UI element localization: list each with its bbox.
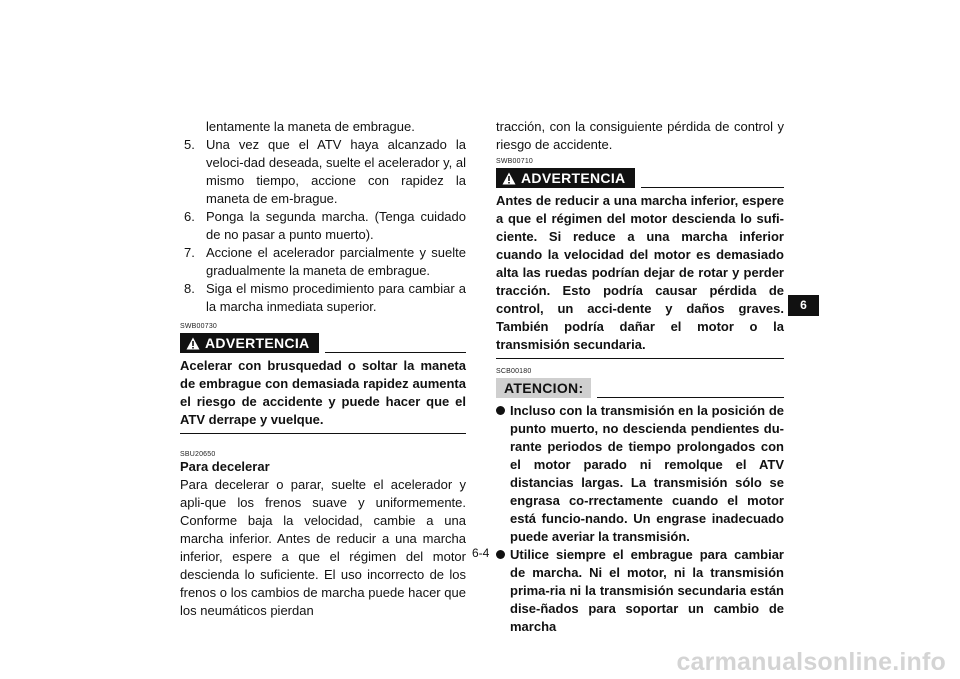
- step-text: Accione el acelerador parcialmente y suelte gradualmente la maneta de embrague.: [206, 245, 466, 278]
- warning-bottom-rule: [180, 433, 466, 434]
- caution-header: [496, 377, 784, 399]
- warning-box-1: [180, 322, 466, 434]
- left-column: [180, 118, 466, 620]
- warning-triangle-icon: [186, 337, 200, 350]
- caution-bullet: [496, 546, 784, 636]
- step-item: [180, 280, 466, 316]
- step-number: 7.: [184, 245, 195, 260]
- caution-badge: ATENCION:: [496, 378, 591, 398]
- caution-code: SCB00180: [496, 368, 532, 375]
- step-text: Una vez que el ATV haya alcanzado la veloci-dad deseada, suelte el acelerador y, al mismo tiempo, accione con rapidez la maneta de em-brague.: [206, 137, 466, 206]
- step-number: 5.: [184, 137, 195, 152]
- bullet-text: Utilice siempre el embrague para cambiar de marcha. Ni el motor, ni la transmisión prima-ria ni la transmisión secundaria están dise-ñados para soportar un cambio de marcha: [510, 547, 784, 634]
- caution-bullet: [496, 402, 784, 546]
- watermark: carmanualsonline.info: [676, 648, 946, 676]
- warning-header-rule: [641, 187, 784, 188]
- caution-header-rule: [597, 397, 784, 398]
- warning-badge: [496, 168, 635, 188]
- step-text: Ponga la segunda marcha. (Tenga cuidado de no pasar a punto muerto).: [206, 209, 466, 242]
- warning-triangle-icon: [502, 172, 516, 185]
- step-text: Siga el mismo procedimiento para cambiar a la marcha inmediata superior.: [206, 281, 466, 314]
- warning-label: ADVERTENCIA: [205, 335, 310, 351]
- step-number: 6.: [184, 209, 195, 224]
- warning-header: [496, 167, 784, 189]
- bullet-text: Incluso con la transmisión en la posición de punto muerto, no descienda pendientes du-rante periodos de tiempo prolongados con el motor parado ni remolque el ATV distancias largas. La transmisión sólo se engrasa co-rrectamente cuando el motor está funcio-nando. Un engrase inadecuado puede averiar la transmisión.: [510, 403, 784, 544]
- warning-box-2: [496, 157, 784, 359]
- chapter-tab: 6: [788, 295, 819, 316]
- warning-text: Acelerar con brusquedad o soltar la maneta de embrague con demasiada rapidez aumenta el riesgo de accidente y puede hacer que el ATV derrape y vuelque.: [180, 358, 466, 427]
- step-item: [180, 208, 466, 244]
- warning-code: SWB00710: [496, 158, 534, 165]
- continuation-text: tracción, con la consiguiente pérdida de control y riesgo de accidente.: [496, 119, 784, 152]
- bullet-dot-icon: [496, 402, 510, 546]
- bullet-dot-icon: [496, 546, 510, 636]
- warning-text: Antes de reducir a una marcha inferior, espere a que el régimen del motor descienda lo sufi-ciente. Si reduce a una marcha inferior cuando la velocidad del motor es demasiado alta las ruedas podrían dejar de rotar y perder tracción. Esto podría causar pérdida de control, un acci-dente y daños graves. También podría dañar el motor o la transmisión secundaria.: [496, 193, 784, 352]
- section-code: SBU20650: [180, 451, 216, 458]
- section-title: Para decelerar: [180, 459, 270, 474]
- caution-box: [496, 367, 784, 636]
- decelerate-section: [180, 450, 466, 620]
- intro-text: lentamente la maneta de embrague.: [206, 119, 415, 134]
- page-number: 6-4: [472, 546, 490, 560]
- warning-code: SWB00730: [180, 323, 218, 330]
- step-number: 8.: [184, 281, 195, 296]
- warning-badge: [180, 333, 319, 353]
- section-body: Para decelerar o parar, suelte el acelerador y apli-que los frenos suave y uniformemente. Conforme baja la velocidad, cambie a una marcha inferior. Antes de reducir a una marcha inferior, espere a que el régimen del motor descienda lo suficiente. El uso incorrecto de los frenos o los cambios de marcha puede hacer que los neumáticos pierdan: [180, 477, 466, 618]
- step-item: [180, 244, 466, 280]
- warning-header: [180, 332, 466, 354]
- step-item: [180, 136, 466, 208]
- warning-bottom-rule: [496, 358, 784, 359]
- right-column: [496, 118, 784, 636]
- warning-header-rule: [325, 352, 466, 353]
- warning-label: ADVERTENCIA: [521, 170, 626, 186]
